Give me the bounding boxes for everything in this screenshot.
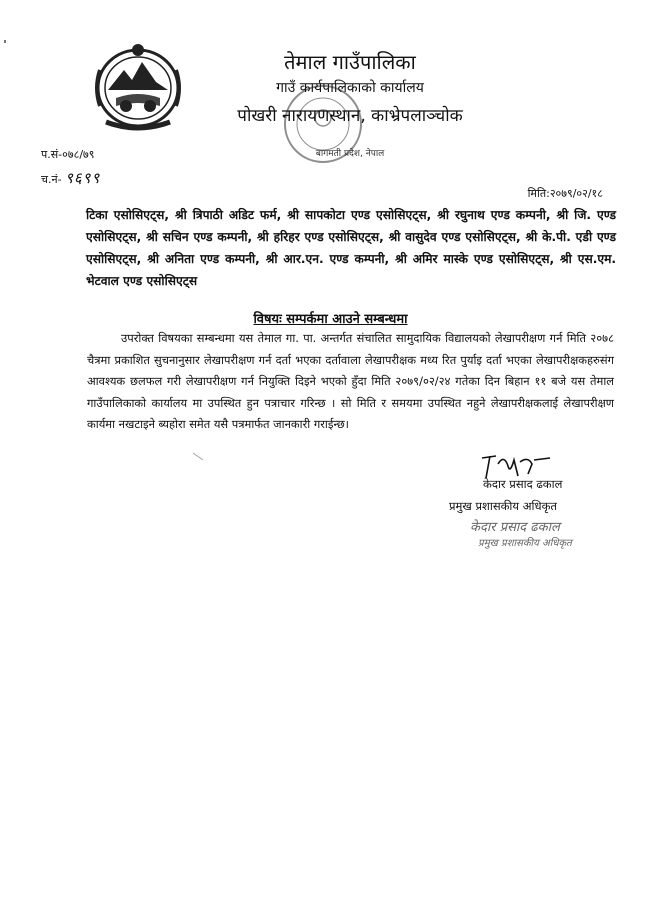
reference-cn-label: च.नं- <box>41 173 62 186</box>
reference-ps <box>41 147 94 162</box>
signature-stamp-name: केदार प्रसाद ढकाल <box>470 520 560 535</box>
recipients-list: टिका एसोसिएट्स, श्री त्रिपाठी अडिट फर्म, श्री सापकोटा एण्ड एसोसिएट्स, श्री रघुनाथ एण्ड कम्पनी, श्री जि. एण्ड एसोसिएट्स, श्री सचिन एण्ड कम्पनी, श्री हरिहर एण्ड एसोसिएट्स, श्री वासुदेव एण्ड एसोसिएट्स, श्री के.पी. एडी एण्ड एसोसिएट्स, श्री अनिता एण्ड कम्पनी, श्री आर.एन. एण्ड कम्पनी, श्री अमिर मास्के एण्ड एसोसिएट्स, श्री एस.एम. भेटवाल एण्ड एसोसिएट्स <box>86 208 616 288</box>
subject-text: विषयः सम्पर्कमा आउने सम्बन्धमा <box>253 312 408 327</box>
signatory-title: प्रमुख प्रशासकीय अधिकृत <box>449 499 557 513</box>
reference-cn <box>41 168 100 188</box>
office-province: बागमती प्रदेश, नेपाल <box>315 149 385 159</box>
reference-cn-value: ९६९९ <box>65 169 101 187</box>
nepal-emblem-icon <box>86 40 190 136</box>
scan-speck <box>4 40 6 43</box>
office-title: तेमाल गाउँपालिका <box>284 50 416 74</box>
scan-speck <box>193 453 203 461</box>
office-address: पोखरी नारायणस्थान, काभ्रेपलाञ्चोक <box>237 106 463 126</box>
letter-body: उपरोक्त विषयका सम्बन्धमा यस तेमाल गा. पा. अन्तर्गत संचालित सामुदायिक विद्यालयको लेखापरीक्षण गर्न मिति २०७८ चैत्रमा प्रकाशित सुचनानुसार लेखापरीक्षण गर्न दर्ता भएका दर्तावाला लेखापरीक्षक मध्य रित पुर्याइ दर्ता भएका लेखापरीक्षकहरुसंग आवश्यक छलफल गरी लेखापरीक्षण गर्न नियुक्ति दिइने भएको हुँदा मिति २०७९/०२/२४ गतेका दिन बिहान ११ बजे यस तेमाल गाउँपालिकाको कार्यालय मा उपस्थित हुन पत्राचार गरिन्छ । सो मिति र समयमा उपस्थित नहुने लेखापरीक्षकलाई लेखापरीक्षण कार्यमा नखटाइने ब्यहोरा समेत यसै पत्रमार्फत जानकारी गराईन्छ। <box>87 331 614 431</box>
subject-line <box>0 309 661 327</box>
letter-date: मिति:२०७९/०२/१८ <box>527 187 603 200</box>
reference-ps-label: प.सं- <box>41 148 63 161</box>
signatory-name: केदार प्रसाद ढकाल <box>483 477 563 491</box>
office-subtitle: गाउँ कार्यपालिकाको कार्यालय <box>276 80 424 96</box>
signature-stamp-title: प्रमुख प्रशासकीय अधिकृत <box>478 538 572 549</box>
reference-ps-value: ०७८/७९ <box>62 148 95 161</box>
